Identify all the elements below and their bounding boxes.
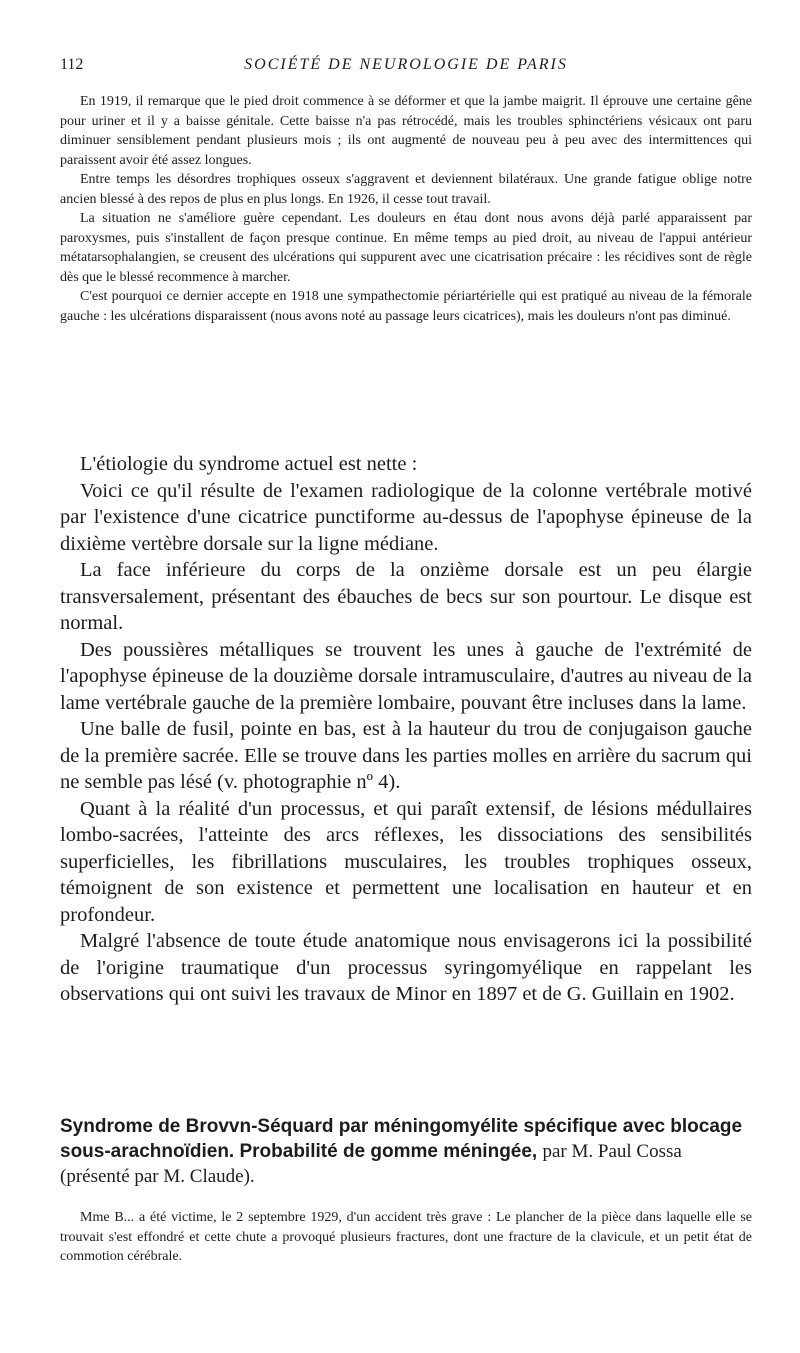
paragraph: Des poussières métalliques se trouvent les unes à gauche de l'extrémité de l'apophyse épineuse de la douzième dorsale intramusculaire, d'autres au niveau de la lame vertébrale gauche de la première lombaire, pouvant être incluses dans la lame. xyxy=(60,638,752,714)
paragraph: Entre temps les désordres trophiques osseux s'aggravent et deviennent bilatéraux. Une grande fatigue oblige notre ancien blessé à des repos de plus en plus longs. En 1926, il cesse tout travail. xyxy=(60,172,752,207)
page-number: 112 xyxy=(60,56,84,73)
paragraph: La face inférieure du corps de la onzième dorsale est un peu élargie transversalement, présentant des ébauches de becs sur son pourtour. Le disque est normal. xyxy=(60,559,752,634)
paragraph: Quant à la réalité d'un processus, et qui paraît extensif, de lésions médullaires lombo-sacrées, l'atteinte des arcs réflexes, les dissociations des sensibilités superficielles, les fibrillations musculaires, les troubles trophiques osseux, témoignent de son existence et permettent une localisation en hauteur et en profondeur. xyxy=(60,797,752,926)
paragraph: La situation ne s'améliore guère cependant. Les douleurs en étau dont nous avons déjà parlé apparaissent par paroxysmes, puis s'installent de façon presque continue. En même temps au pied droit, au niveau de l'appui antérieur métatarsophalangien, se creusent des ulcérations qui suppurent avec une cicatrisation précaire : les récidives sont de règle dès que le blessé recommence à marcher. xyxy=(60,211,752,285)
article-title-text: Syndrome de Brovvn-Séquard par méningomyélite spécifique avec blocage sous-arachnoïdien. Probabilité de gomme méningée, xyxy=(60,1116,743,1162)
article-title xyxy=(60,1114,752,1189)
paragraph: En 1919, il remarque que le pied droit commence à se déformer et que la jambe maigrit. Il éprouve une certaine gêne pour uriner et il y a baisse génitale. Cette baisse n'a pas rétrocédé, mais les troubles sphinctériens vésicaux ont paru diminuer sensiblement pendant plusieurs mois ; ils ont augmenté de nouveau peu à peu avec des intermittences qui paraissent avoir été assez longues. xyxy=(60,94,752,168)
paragraph: Voici ce qu'il résulte de l'examen radiologique de la colonne vertébrale motivé par l'existence d'une cicatrice punctiforme au-dessus de l'apophyse épineuse de la dixième vertèbre dorsale sur la ligne médiane. xyxy=(60,479,752,555)
paragraph: L'étiologie du syndrome actuel est nette : xyxy=(80,453,418,475)
paragraph: C'est pourquoi ce dernier accepte en 1918 une sympathectomie périartérielle qui est pratiqué au niveau de la fémorale gauche : les ulcérations disparaissent (nous avons noté au passage leurs cicatrices), mais les douleurs n'ont pas diminué. xyxy=(60,289,752,324)
running-head: SOCIÉTÉ DE NEUROLOGIE DE PARIS xyxy=(244,56,568,73)
paragraph: Malgré l'absence de toute étude anatomique nous envisagerons ici la possibilité de l'origine traumatique d'un processus syringomyélique en rappelant les observations qui ont suivi les travaux de Minor en 1897 et de G. Guillain en 1902. xyxy=(60,930,752,1005)
discussion xyxy=(60,451,752,1008)
article-byline: par M. Paul Cossa (présenté par M. Claude). xyxy=(60,1141,682,1187)
article-intro xyxy=(60,1208,752,1267)
paragraph: Une balle de fusil, pointe en bas, est à la hauteur du trou de conjugaison gauche de la première sacrée. Elle se trouve dans les parties molles en arrière du sacrum qui ne semble pas lésé (v. photographie nº 4). xyxy=(60,718,752,793)
paragraph: Mme B... a été victime, le 2 septembre 1929, d'un accident très grave : Le plancher de la pièce dans laquelle elle se trouvait s'est effondré et cette chute a provoqué plusieurs fractures, dont une fracture de la clavicule, et un petit état de commotion cérébrale. xyxy=(60,1210,752,1264)
case-history xyxy=(60,92,752,326)
page-header xyxy=(60,50,752,80)
article-heading xyxy=(60,1114,752,1189)
